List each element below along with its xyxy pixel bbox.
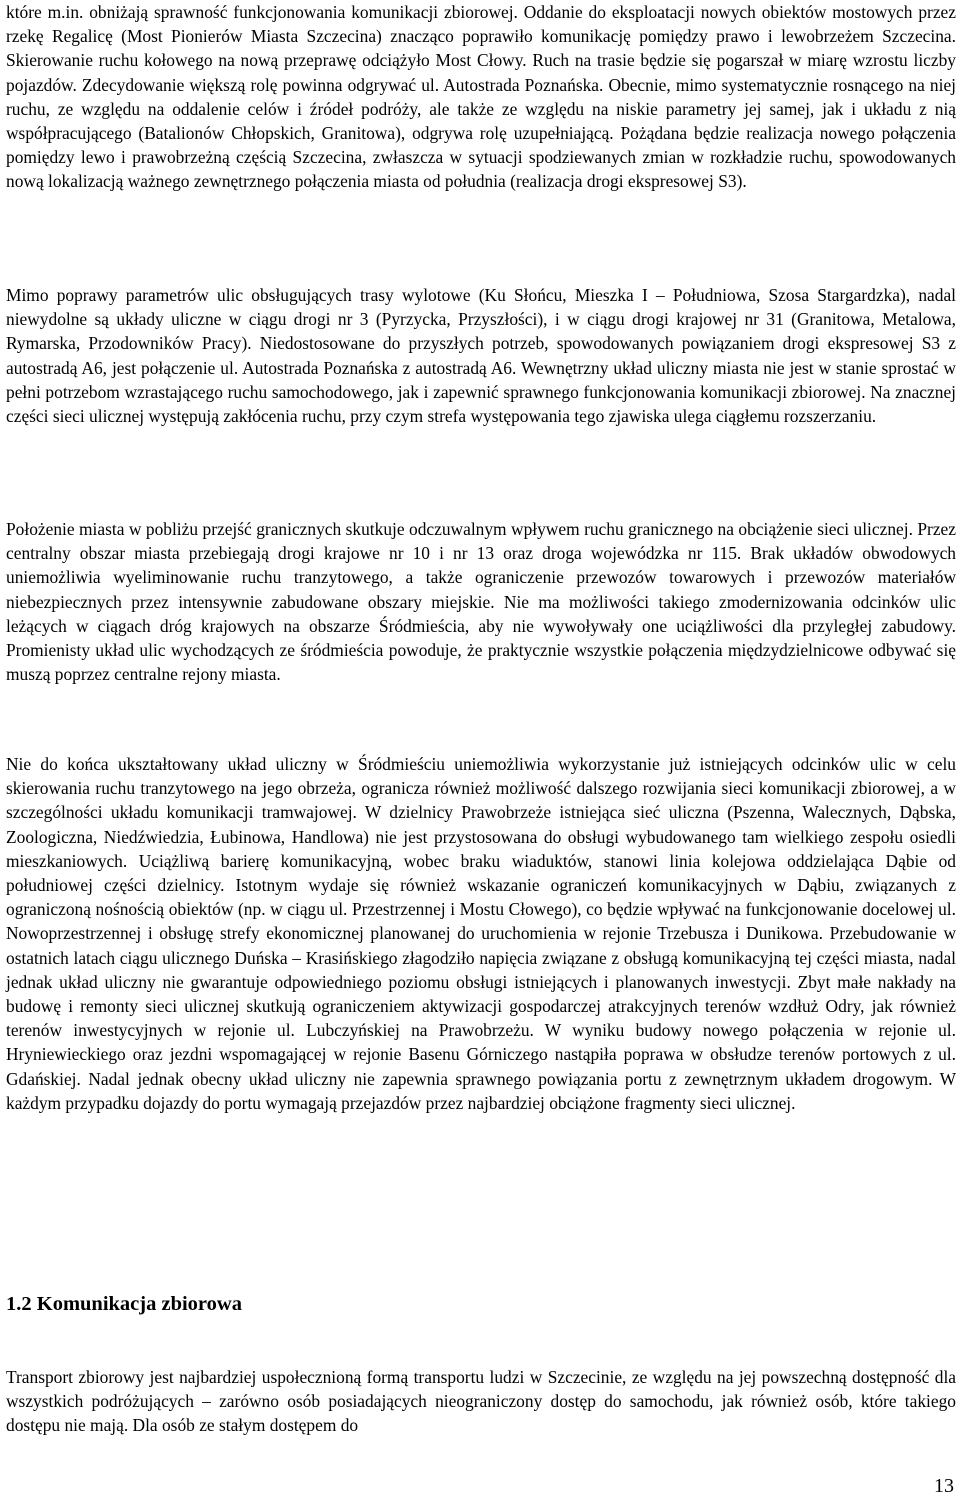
- paragraph: Nie do końca ukształtowany układ uliczny w Śródmieściu uniemożliwia wykorzystanie już istniejących odcinków ulic w celu skierowania ruchu tranzytowego na jego obrzeża, ogranicza również możliwość dalszego rozwijania sieci komunikacji zbiorowej, a w szczególności układu komunikacji tramwajowej. W dzielnicy Prawobrzeże istniejąca sieć uliczna (Pszenna, Walecznych, Dąbska, Zoologiczna, Niedźwiedzia, Łubinowa, Handlowa) nie jest przystosowana do obsługi wybudowanego tam wielkiego zespołu osiedli mieszkaniowych. Uciążliwą barierę komunikacyjną, wobec braku wiaduktów, stanowi linia kolejowa oddzielająca Dąbie od południowej części dzielnicy. Istotnym wydaje się również wskazanie ograniczeń komunikacyjnych w Dąbiu, związanych z ograniczoną nośnością obiektów (np. w ciągu ul. Przestrzennej i Mostu Cłowego), co będzie wpływać na funkcjonowanie docelowej ul. Nowoprzestrzennej i obsługę strefy ekonomicznej planowanej do uruchomienia w rejonie Trzebusza i Dunikowa. Przebudowanie w ostatnich latach ciągu ulicznego Duńska – Krasińskiego złagodziło napięcia związane z obsługą komunikacyjną tej części miasta, nadal jednak układ uliczny nie gwarantuje odpowiedniego poziomu obsługi istniejących i planowanych inwestycji. Zbyt małe nakłady na budowę i remonty sieci ulicznej skutkują ograniczeniem aktywizacji gospodarczej atrakcyjnych terenów wzdłuż Odry, jak również terenów inwestycyjnych w rejonie ul. Lubczyńskiej na Prawobrzeżu. W wyniku budowy nowego połączenia w rejonie ul. Hryniewieckiego oraz jezdni wspomagającej w rejonie Basenu Górniczego nastąpiła poprawa w obsłudze terenów portowych z ul. Gdańskiej. Nadal jednak obecny układ uliczny nie zapewnia sprawnego powiązania portu z zewnętrznym układem drogowym. W każdym przypadku dojazdy do portu wymagają przejazdów przez najbardziej obciążone fragmenty sieci ulicznej.: [6, 754, 956, 1113]
- paragraph: które m.in. obniżają sprawność funkcjonowania komunikacji zbiorowej. Oddanie do eksploatacji nowych obiektów mostowych przez rzekę Regalicę (Most Pionierów Miasta Szczecina) znacząco poprawiło komunikację pomiędzy prawo i lewobrzeżem Szczecina. Skierowanie ruchu kołowego na nową przeprawę odciążyło Most Cłowy. Ruch na trasie będzie się pogarszał w miarę wzrostu liczby pojazdów. Zdecydowanie większą rolę powinna odgrywać ul. Autostrada Poznańska. Obecnie, mimo systematycznie rosnącego na niej ruchu, ze względu na oddalenie celów i źródeł podróży, ale także ze względu na niskie parametry jej samej, jak i układu z nią współpracującego (Batalionów Chłopskich, Granitowa), odgrywa rolę uzupełniającą. Pożądana będzie realizacja nowego połączenia pomiędzy lewo i prawobrzeżną częścią Szczecina, zwłaszcza w sytuacji spodziewanych zmian w rozkładzie ruchu, spowodowanych nową lokalizacją ważnego zewnętrznego połączenia miasta od południa (realizacja drogi ekspresowej S3).: [6, 2, 956, 192]
- section-heading: 1.2 Komunikacja zbiorowa: [6, 1293, 242, 1315]
- paragraph: Transport zbiorowy jest najbardziej uspołecznioną formą transportu ludzi w Szczecinie, ze względu na jej powszechną dostępność dla wszystkich podróżujących – zarówno osób posiadających nieograniczony dostęp do samochodu, jak również osób, które takiego dostępu nie mają. Dla osób ze stałym dostępem do: [6, 1367, 956, 1436]
- paragraph: Mimo poprawy parametrów ulic obsługujących trasy wylotowe (Ku Słońcu, Mieszka I – Południowa, Szosa Stargardzka), nadal niewydolne są układy uliczne w ciągu drogi nr 3 (Pyrzycka, Przyszłości), i w ciągu drogi krajowej nr 31 (Granitowa, Metalowa, Rymarska, Przodowników Pracy). Niedostosowane do przyszłych potrzeb, spowodowanych powiązaniem drogi ekspresowej S3 z autostradą A6, jest połączenie ul. Autostrada Poznańska z autostradą A6. Wewnętrzny układ uliczny miasta nie jest w stanie sprostać w pełni potrzebom wzrastającego ruchu samochodowego, jak i zapewnić sprawnego funkcjonowania komunikacji zbiorowej. Na znacznej części sieci ulicznej występują zakłócenia ruchu, przy czym strefa występowania tego zjawiska ulega ciągłemu rozszerzaniu.: [6, 285, 956, 427]
- paragraph: Położenie miasta w pobliżu przejść granicznych skutkuje odczuwalnym wpływem ruchu granicznego na obciążenie sieci ulicznej. Przez centralny obszar miasta przebiegają drogi krajowe nr 10 i nr 13 oraz droga wojewódzka nr 115. Brak układów obwodowych uniemożliwia wyeliminowanie ruchu tranzytowego, a także ograniczenie przewozów towarowych i przewozów materiałów niebezpiecznych przez intensywnie zabudowane obszary miejskie. Nie ma możliwości takiego zmodernizowania odcinków ulic leżących w ciągach dróg krajowych na obszarze Śródmieścia, aby nie wywoływały one uciążliwości dla przyległej zabudowy. Promienisty układ ulic wychodzących ze śródmieścia powoduje, że praktycznie wszystkie połączenia międzydzielnicowe odbywać się muszą poprzez centralne rejony miasta.: [6, 519, 956, 685]
- page-number: 13: [934, 1475, 954, 1497]
